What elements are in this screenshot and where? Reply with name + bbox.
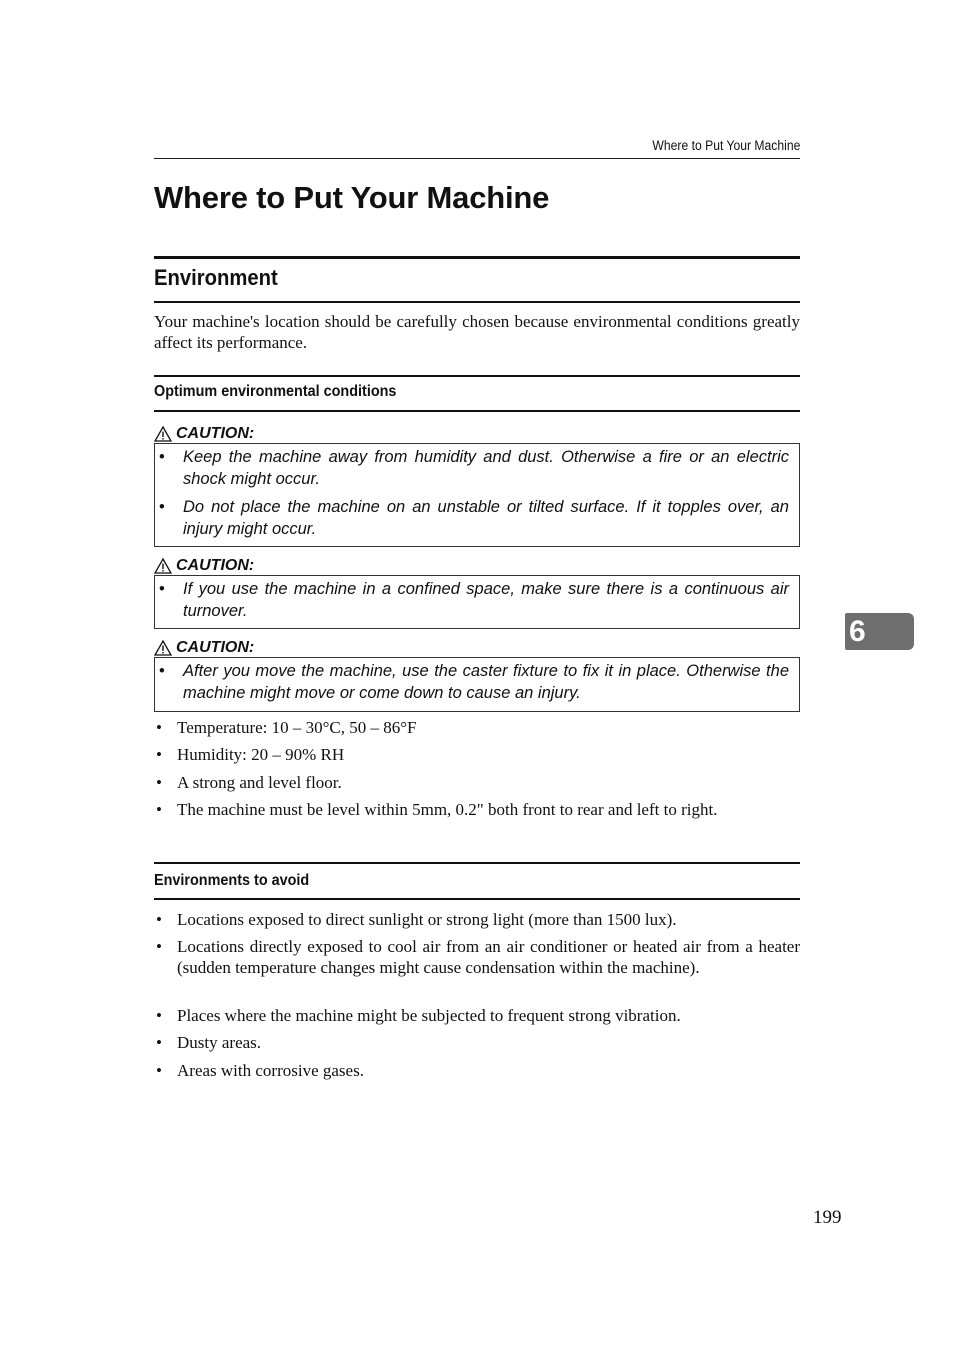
running-header: Where to Put Your Machine [652, 138, 800, 153]
caution-box: • After you move the machine, use the caster fixture to fix it in place. Otherwise the machine might move or come down to cause an injury. [154, 657, 800, 712]
caution-label: CAUTION: [154, 639, 254, 657]
chapter-tab: 6 [845, 613, 914, 650]
warning-triangle-icon [154, 558, 172, 574]
section-rule-bottom [154, 301, 800, 303]
page-title: Where to Put Your Machine [154, 180, 550, 215]
warning-triangle-icon [154, 426, 172, 442]
page-number: 199 [813, 1207, 842, 1228]
subsection-rule-bottom [154, 898, 800, 900]
header-rule [154, 158, 800, 159]
subsection-rule-bottom [154, 410, 800, 412]
intro-paragraph: Your machine's location should be carefully chosen because environmental conditions greatly affect its performance. [154, 312, 800, 352]
caution-label: CAUTION: [154, 425, 254, 443]
section-rule-top [154, 256, 800, 259]
section-heading: Environment [154, 265, 278, 290]
caution-box: • If you use the machine in a confined space, make sure there is a continuous air turnover. [154, 575, 800, 629]
subsection-rule-top [154, 862, 800, 864]
subsection-heading-avoid: Environments to avoid [154, 872, 310, 889]
warning-triangle-icon [154, 640, 172, 656]
caution-box: • Keep the machine away from humidity and dust. Otherwise a fire or an electric shock might occur. • Do not place the machine on an unstable or tilted surface. If it topples over, an injury might occur. [154, 443, 800, 547]
subsection-heading-optimum: Optimum environmental conditions [154, 383, 397, 400]
subsection-rule-top [154, 375, 800, 377]
caution-label: CAUTION: [154, 557, 254, 575]
